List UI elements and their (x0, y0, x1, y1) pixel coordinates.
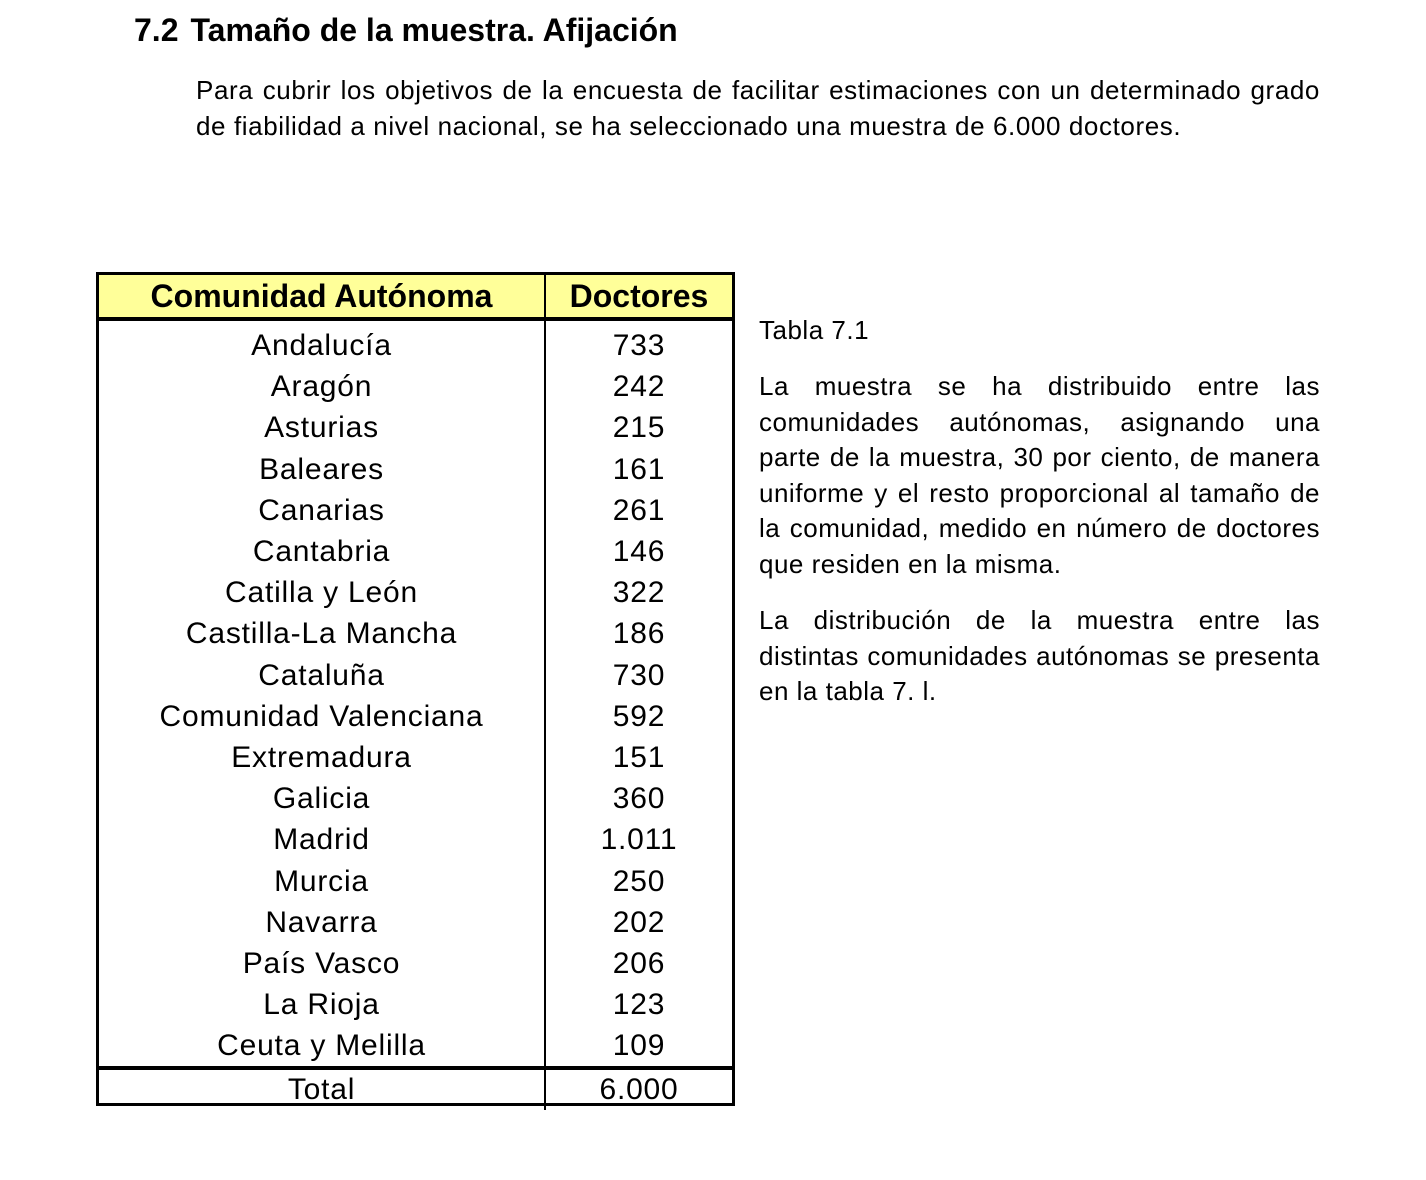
table-row (99, 531, 732, 572)
section-number: 7.2 (134, 12, 179, 48)
region-cell: Andalucía (99, 319, 545, 366)
doctors-cell: 592 (612, 699, 666, 733)
region-cell: País Vasco (99, 943, 545, 984)
region-cell: Castilla-La Mancha (99, 613, 545, 654)
total-value: 6.000 (545, 1068, 732, 1110)
region-cell: Baleares (99, 449, 545, 490)
table-total-row (99, 1068, 732, 1110)
table-row (99, 860, 732, 901)
table-row (99, 366, 732, 407)
region-cell: Ceuta y Melilla (99, 1025, 545, 1068)
sample-distribution-table (99, 275, 732, 1110)
doctors-cell: 360 (612, 782, 666, 816)
table-body (99, 319, 732, 1068)
doctors-cell: 215 (612, 411, 666, 445)
column-header-region: Comunidad Autónoma (99, 275, 545, 319)
column-header-doctors: Doctores (545, 275, 732, 319)
doctors-cell: 186 (612, 617, 666, 651)
doctors-cell: 733 (612, 329, 666, 363)
table-header-row (99, 275, 732, 319)
doctors-cell: 730 (612, 658, 666, 692)
table-caption: Tabla 7.1 (759, 315, 870, 345)
region-cell: Cantabria (99, 531, 545, 572)
doctors-cell: 206 (612, 946, 666, 980)
table-row (99, 1025, 732, 1068)
region-cell: Catilla y León (99, 572, 545, 613)
region-cell: Asturias (99, 407, 545, 448)
section-title: Tamaño de la muestra. Afijación (190, 12, 678, 48)
total-label: Total (99, 1068, 545, 1110)
doctors-cell: 151 (612, 740, 666, 774)
table-row (99, 407, 732, 448)
region-cell: Navarra (99, 902, 545, 943)
table-row (99, 943, 732, 984)
sample-table-frame (96, 272, 735, 1106)
doctors-cell: 322 (612, 576, 666, 610)
doctors-cell: 146 (612, 535, 666, 569)
distribution-reference: La distribución de la muestra entre las distintas comunidades autónomas se presenta en la tabla 7. l. (759, 605, 1320, 706)
table-row (99, 737, 732, 778)
region-cell: Murcia (99, 860, 545, 901)
table-row (99, 984, 732, 1025)
table-row (99, 902, 732, 943)
doctors-cell: 161 (612, 452, 666, 486)
region-cell: Aragón (99, 366, 545, 407)
region-cell: Madrid (99, 819, 545, 860)
section-heading (134, 10, 678, 50)
doctors-cell: 250 (612, 864, 666, 898)
doctors-cell: 1.011 (600, 823, 678, 857)
table-row (99, 696, 732, 737)
doctors-cell: 202 (612, 905, 666, 939)
doctors-cell: 123 (612, 988, 666, 1022)
table-row (99, 572, 732, 613)
intro-paragraph: Para cubrir los objetivos de la encuesta de facilitar estimaciones con un determinado grado de fiabilidad a nivel nacional, se ha seleccionado una muestra de 6.000 doctores. (196, 75, 1320, 141)
table-row (99, 655, 732, 696)
region-cell: Extremadura (99, 737, 545, 778)
doctors-cell: 242 (612, 370, 666, 404)
table-row (99, 613, 732, 654)
table-row (99, 778, 732, 819)
distribution-description: La muestra se ha distribuido entre las comunidades autónomas, asignando una parte de la muestra, 30 por ciento, de manera uniforme y el resto proporcional al tamaño de la comunidad, medido en número de doctores que residen en la misma. (759, 371, 1320, 579)
region-cell: Comunidad Valenciana (99, 696, 545, 737)
table-row (99, 819, 732, 860)
region-cell: Galicia (99, 778, 545, 819)
table-row (99, 490, 732, 531)
doctors-cell: 261 (612, 493, 666, 527)
table-row (99, 319, 732, 366)
region-cell: Cataluña (99, 655, 545, 696)
region-cell: Canarias (99, 490, 545, 531)
side-commentary (759, 312, 1320, 731)
table-row (99, 449, 732, 490)
region-cell: La Rioja (99, 984, 545, 1025)
doctors-cell: 109 (612, 1029, 666, 1063)
